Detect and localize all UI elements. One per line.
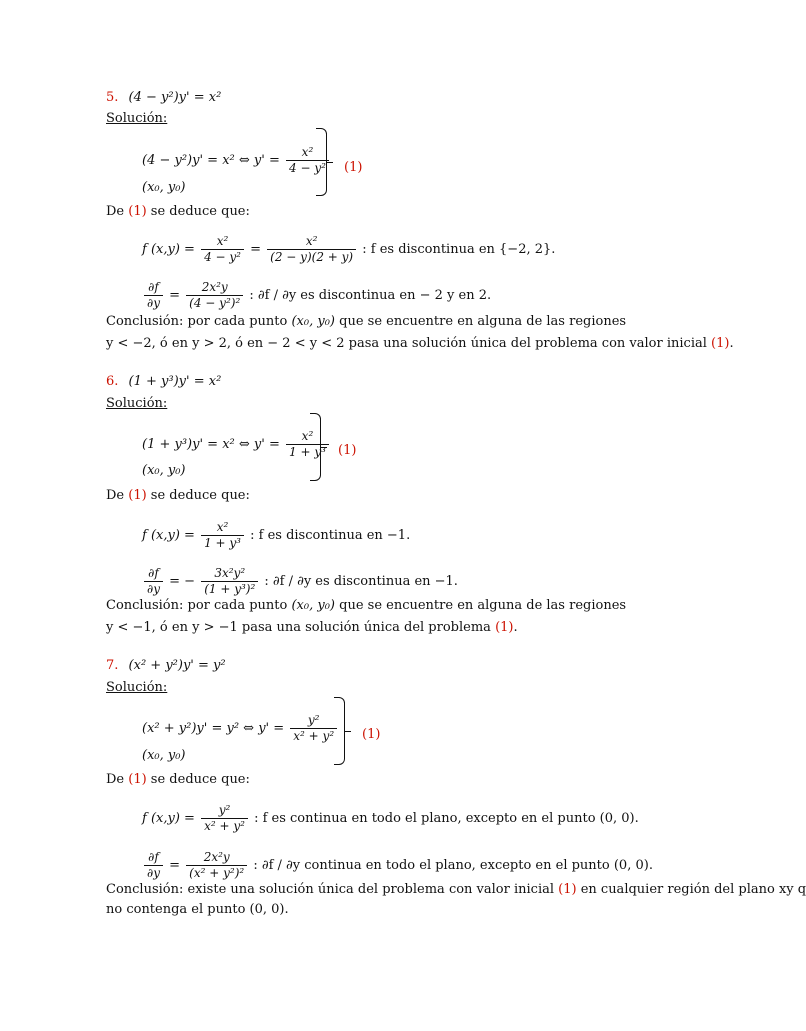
fraction-numerator: x² xyxy=(216,520,229,534)
equation-ref: (1) xyxy=(495,620,514,635)
fraction xyxy=(201,520,244,551)
fraction-numerator: ∂f xyxy=(148,280,159,294)
fraction-numerator: 2x²y xyxy=(203,850,230,864)
deduction-line xyxy=(106,204,250,220)
fraction-denominator: 4 − y² xyxy=(286,160,329,176)
problem-number: 7. xyxy=(106,658,119,673)
fraction xyxy=(144,566,163,597)
solution-label: Solución: xyxy=(106,680,168,695)
fraction-numerator: y² xyxy=(218,803,231,817)
fraction xyxy=(186,850,247,881)
fraction xyxy=(144,850,163,881)
fraction-denominator: x² + y² xyxy=(201,818,248,834)
fraction-denominator: 4 − y² xyxy=(201,249,244,265)
fraction-numerator: x² xyxy=(216,234,229,248)
fraction-denominator: 1 + y³ xyxy=(201,535,244,551)
f-remark: : f es discontinua en −1. xyxy=(250,528,411,543)
f-remark: : f es discontinua en {−2, 2}. xyxy=(362,242,556,257)
fraction-denominator: 1 + y³ xyxy=(286,444,329,460)
conclusion-line xyxy=(106,882,806,898)
problem-statement: (x² + y²)y' = y² xyxy=(128,658,226,673)
fraction-numerator: x² xyxy=(301,145,314,159)
regions-line xyxy=(106,336,734,352)
equals-sign: = xyxy=(169,858,181,873)
fraction-numerator: x² xyxy=(301,429,314,443)
equals-sign: = − xyxy=(169,574,196,589)
system-equation xyxy=(142,429,331,460)
initial-point: (x₀, y₀) xyxy=(142,748,186,763)
equation-ref: (1) xyxy=(344,160,363,175)
system-equation xyxy=(142,713,339,744)
right-brace xyxy=(334,697,345,765)
deduction-line xyxy=(106,772,250,788)
initial-point: (x₀, y₀) xyxy=(291,598,335,613)
conclusion-line xyxy=(106,598,626,614)
deduction-line xyxy=(106,488,250,504)
equals-sign: = xyxy=(169,288,181,303)
problem-number: 6. xyxy=(106,374,119,389)
fraction-denominator: ∂y xyxy=(144,581,163,597)
fraction xyxy=(186,280,243,311)
partial-derivative xyxy=(142,280,491,311)
equation-ref: (1) xyxy=(338,443,357,458)
derivative-remark: : ∂f / ∂y continua en todo el plano, excepto en el punto (0, 0). xyxy=(253,858,653,873)
equation-ref: (1) xyxy=(128,204,147,219)
fraction-numerator: ∂f xyxy=(148,566,159,580)
equation-ref: (1) xyxy=(558,882,577,897)
derivative-remark: : ∂f / ∂y es discontinua en −1. xyxy=(264,574,458,589)
fraction xyxy=(201,803,248,834)
partial-derivative xyxy=(142,566,458,597)
text: Conclusión: existe una solución única del problema con valor inicial xyxy=(106,882,559,897)
text: De xyxy=(106,772,129,787)
text: Conclusión: por cada punto xyxy=(106,314,292,329)
fraction-numerator: y² xyxy=(307,713,320,727)
fraction xyxy=(201,566,258,597)
equals-sign: = xyxy=(250,242,262,257)
f-definition xyxy=(142,234,555,265)
conclusion-line-2: no contenga el punto (0, 0). xyxy=(106,902,289,917)
text: se deduce que: xyxy=(146,488,250,503)
fraction xyxy=(144,280,163,311)
fraction-denominator: (2 − y)(2 + y) xyxy=(267,249,356,265)
text: en cualquier región del plano xy q xyxy=(576,882,806,897)
text: Conclusión: por cada punto xyxy=(106,598,292,613)
text: . xyxy=(513,620,518,635)
equation-ref: (1) xyxy=(128,772,147,787)
problem-statement: (1 + y³)y' = x² xyxy=(128,374,222,389)
text: De xyxy=(106,488,129,503)
f-lhs: f (x,y) = xyxy=(142,811,195,826)
system-equation xyxy=(142,145,331,176)
problem-statement: (4 − y²)y' = x² xyxy=(128,90,222,105)
equation-lhs: (x² + y²)y' = y² ⇔ y' = xyxy=(142,721,285,736)
f-lhs: f (x,y) = xyxy=(142,528,195,543)
solution-label: Solución: xyxy=(106,396,168,411)
fraction-denominator: (1 + y³)² xyxy=(201,581,258,597)
fraction xyxy=(286,429,329,460)
fraction-denominator: (4 − y²)² xyxy=(186,295,243,311)
f-lhs: f (x,y) = xyxy=(142,242,195,257)
right-brace xyxy=(316,128,327,196)
fraction xyxy=(290,713,337,744)
f-definition xyxy=(142,520,410,551)
fraction-numerator: x² xyxy=(305,234,318,248)
initial-point: (x₀, y₀) xyxy=(142,180,186,195)
equation-ref: (1) xyxy=(362,727,381,742)
fraction-denominator: ∂y xyxy=(144,865,163,881)
text: De xyxy=(106,204,129,219)
text: y < −1, ó en y > −1 pasa una solución única del problema xyxy=(106,620,496,635)
f-definition xyxy=(142,803,639,834)
equation-ref: (1) xyxy=(711,336,730,351)
equation-lhs: (4 − y²)y' = x² ⇔ y' = xyxy=(142,153,280,168)
fraction-numerator: 2x²y xyxy=(201,280,228,294)
problem-6-header xyxy=(106,374,221,390)
problem-5-header xyxy=(106,90,221,106)
equation-lhs: (1 + y³)y' = x² ⇔ y' = xyxy=(142,437,280,452)
problem-7-header xyxy=(106,658,226,674)
problem-number: 5. xyxy=(106,90,119,105)
equation-ref: (1) xyxy=(128,488,147,503)
text: se deduce que: xyxy=(146,772,250,787)
f-remark: : f es continua en todo el plano, excepto en el punto (0, 0). xyxy=(254,811,639,826)
text: y < −2, ó en y > 2, ó en − 2 < y < 2 pasa una solución única del problema con valor inicial xyxy=(106,336,712,351)
fraction-denominator: x² + y² xyxy=(290,728,337,744)
text: . xyxy=(729,336,734,351)
fraction xyxy=(201,234,244,265)
regions-line xyxy=(106,620,518,636)
right-brace xyxy=(310,413,321,481)
fraction-numerator: 3x²y² xyxy=(214,566,246,580)
derivative-remark: : ∂f / ∂y es discontinua en − 2 y en 2. xyxy=(249,288,492,303)
fraction-numerator: ∂f xyxy=(148,850,159,864)
fraction-denominator: (x² + y²)² xyxy=(186,865,247,881)
initial-point: (x₀, y₀) xyxy=(142,463,186,478)
fraction-denominator: ∂y xyxy=(144,295,163,311)
solution-label: Solución: xyxy=(106,111,168,126)
text: se deduce que: xyxy=(146,204,250,219)
text: que se encuentre en alguna de las regiones xyxy=(335,598,627,613)
fraction xyxy=(267,234,356,265)
initial-point: (x₀, y₀) xyxy=(291,314,335,329)
conclusion-line xyxy=(106,314,626,330)
partial-derivative xyxy=(142,850,653,881)
text: que se encuentre en alguna de las regiones xyxy=(335,314,627,329)
